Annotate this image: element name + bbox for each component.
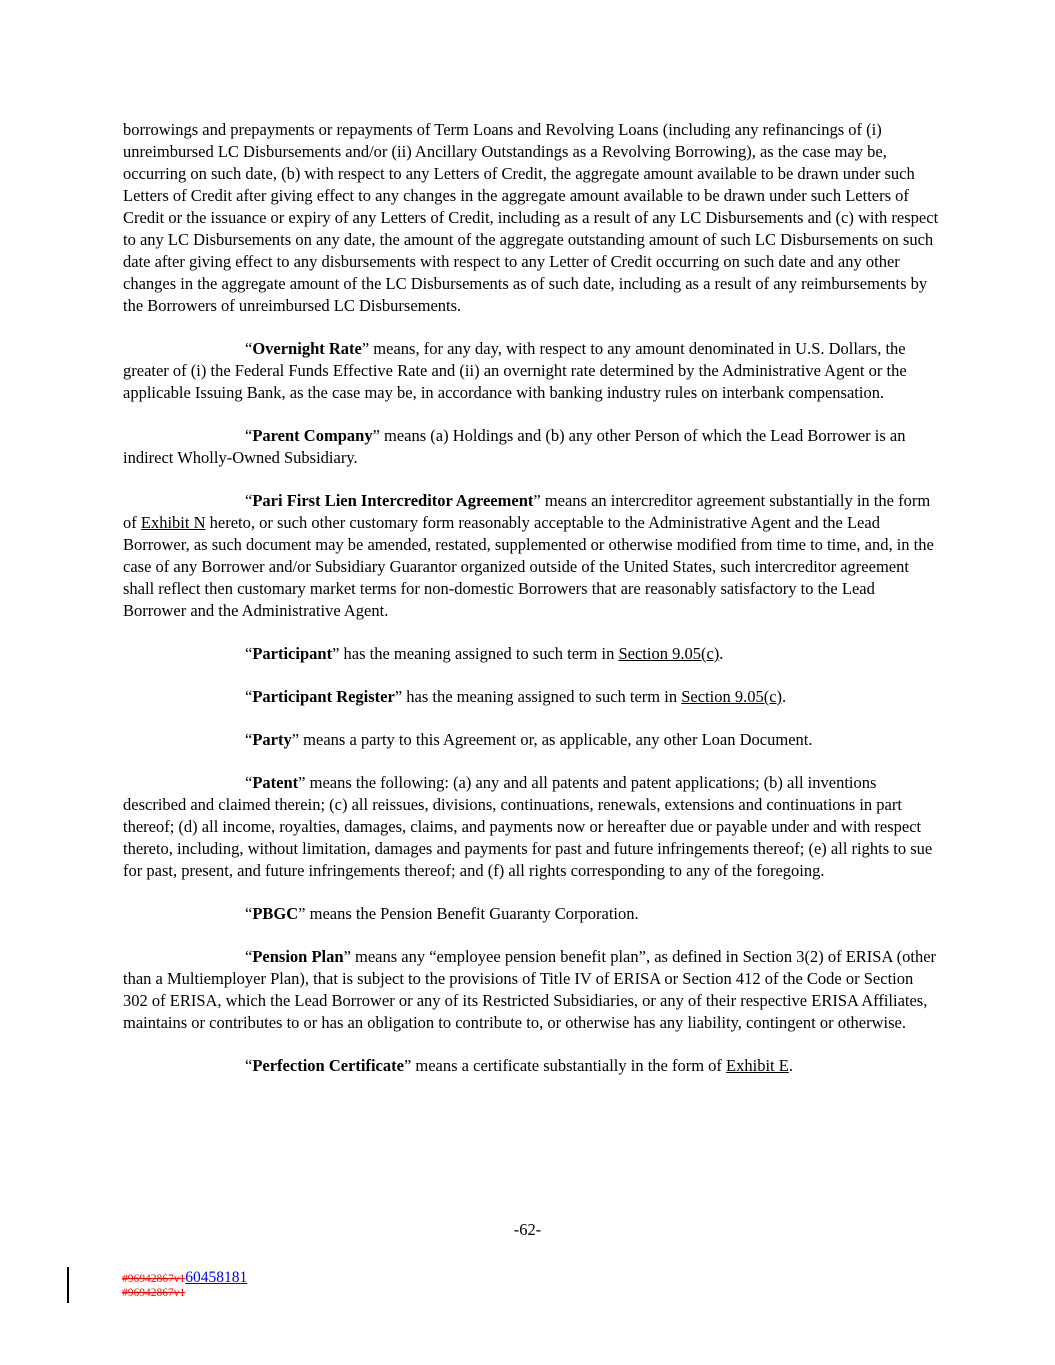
doc-id-deleted: #96942867v1 [122,1287,186,1299]
def-overnight-rate [123,338,941,404]
defined-term: Parent Company [252,426,373,445]
defined-term: Pension Plan [252,947,344,966]
text-run: “ [245,491,253,510]
defined-term: Pari First Lien Intercreditor Agreement [252,491,534,510]
section-reference: Section 9.05(c) [681,687,783,706]
text-run: “ [245,947,253,966]
page-number: -62- [513,1220,542,1239]
defined-term: Perfection Certificate [252,1056,404,1075]
text-run: ” means the Pension Benefit Guaranty Corporation. [298,904,639,923]
exhibit-reference: Exhibit N [140,513,206,532]
text-run: ” means a certificate substantially in the form of [403,1056,727,1075]
text-run: “ [245,904,253,923]
text-run: . [719,644,724,663]
exhibit-reference: Exhibit E [726,1056,789,1075]
text-run: “ [245,1056,253,1075]
def-pension-plan [123,946,941,1034]
text-run: ” means any “employee pension benefit plan”, as defined in Section 3(2) of ERISA (other than a Multiemployer Plan), that is subject to the provisions of Title IV of ERISA or Section 412 of the Code or Section 302 of ERISA, which the Lead Borrower or any of its Restricted Subsidiaries, or any of their respective ERISA Affiliates, maintains or contributes to or has an obligation to contribute to, or otherwise has any liability, contingent or otherwise. [123,947,937,1032]
change-bar [67,1267,69,1303]
text-run: ” has the meaning assigned to such term in [394,687,682,706]
text-run: “ [245,644,253,663]
defined-term: Party [252,730,292,749]
text-run: borrowings and prepayments or repayments of Term Loans and Revolving Loans (including any refinancings of (i) unreimbursed LC Disbursements and/or (ii) Ancillary Outstandings as a Revolving Borrowing), as the case may be, occurring on such date, (b) with respect to any Letters of Credit, the aggregate amount available to be drawn under such Letters of Credit after giving effect to any changes in the aggregate amount available to be drawn under such Letters of Credit or the issuance or expiry of any Letters of Credit, including as a result of any LC Disbursements and (c) with respect to any LC Disbursements on any date, the amount of the aggregate outstanding amount of such LC Disbursements on such date after giving effect to any disbursements with respect to any Letter of Credit occurring on such date and any other changes in the aggregate amount of the LC Disbursements as of such date, including as a result of any reimbursements by the Borrowers of unreimbursed LC Disbursements. [123,120,939,315]
text-run: . [782,687,787,706]
doc-id-inserted: 60458181 [185,1269,248,1286]
defined-term: PBGC [252,904,299,923]
footer-revision-marks [122,1271,247,1300]
defined-term: Overnight Rate [252,339,362,358]
text-run: “ [245,773,253,792]
def-pbgc [123,903,941,925]
text-run: ” means, for any day, with respect to any amount denominated in U.S. Dollars, the greater of (i) the Federal Funds Effective Rate and (ii) an overnight rate determined by the Administrative Agent or the applicable Issuing Bank, as the case may be, in accordance with banking industry rules on interbank compensation. [123,339,907,402]
def-perfection-certificate [123,1055,941,1077]
text-run: ” means the following: (a) any and all patents and patent applications; (b) all inventions described and claimed therein; (c) all reissues, divisions, continuations, renewals, extensions and continuations in part thereof; (d) all income, royalties, damages, claims, and payments now or hereafter due or payable under and with respect thereto, including, without limitation, damages and payments for past and future infringements thereof; (e) all rights to sue for past, present, and future infringements thereof; and (f) all rights corresponding to any of the foregoing. [123,773,933,880]
def-participant-register [123,686,941,708]
text-run: ” means an intercreditor agreement substantially in the form of [123,491,931,532]
defined-term: Participant Register [252,687,395,706]
continuation-paragraph [123,119,941,317]
text-run: “ [245,730,253,749]
defined-term: Participant [252,644,333,663]
def-pari-first-lien-intercreditor-agreement [123,490,941,622]
def-party [123,729,941,751]
text-run: ” has the meaning assigned to such term in [332,644,619,663]
text-run: “ [245,426,253,445]
text-run: ” means (a) Holdings and (b) any other Person of which the Lead Borrower is an indirect Wholly-Owned Subsidiary. [123,426,906,467]
text-run: “ [245,339,253,358]
text-run: “ [245,687,253,706]
def-participant [123,643,941,665]
doc-id-deleted: #96942867v1 [122,1273,186,1285]
def-patent [123,772,941,882]
text-run: . [788,1056,793,1075]
def-parent-company [123,425,941,469]
section-reference: Section 9.05(c) [618,644,720,663]
defined-term: Patent [252,773,299,792]
text-run: ” means a party to this Agreement or, as applicable, any other Loan Document. [291,730,813,749]
document-body [123,119,941,1077]
footer-revision-line-1 [122,1271,247,1286]
footer-revision-line-2 [122,1286,247,1300]
text-run: hereto, or such other customary form reasonably acceptable to the Administrative Agent and the Lead Borrower, as such document may be amended, restated, supplemented or otherwise modified from time to time, and, in the case of any Borrower and/or Subsidiary Guarantor organized outside of the United States, such intercreditor agreement shall reflect then customary market terms for non-domestic Borrowers that are reasonably satisfactory to the Lead Borrower and the Administrative Agent. [123,513,934,620]
